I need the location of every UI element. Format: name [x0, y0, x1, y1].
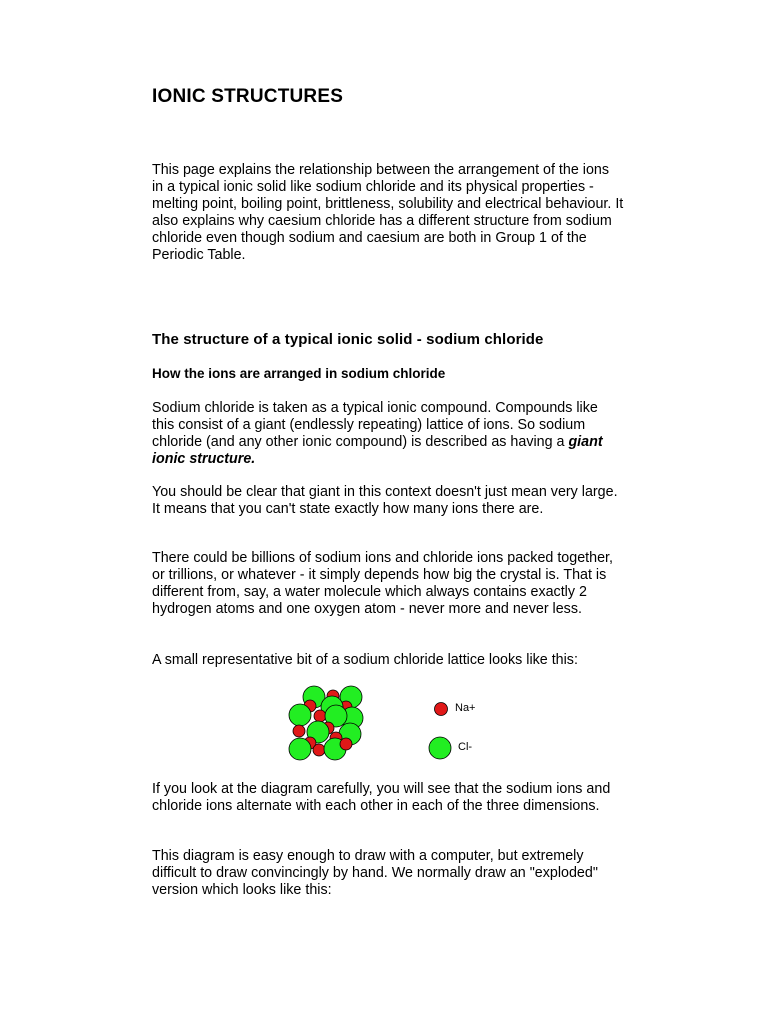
- sodium-ion: [340, 738, 352, 750]
- paragraph-giant-lattice: [152, 400, 624, 468]
- chloride-ion: [289, 704, 311, 726]
- nacl-lattice-diagram: [280, 680, 500, 770]
- emphasis-giant-ionic-structure: giant ionic structure.: [152, 434, 603, 467]
- chloride-ion: [289, 738, 311, 760]
- paragraph-billions-of-ions: There could be billions of sodium ions and chloride ions packed together, or trillions, or whatever - it simply depends how big the crystal is. That is different from, say, a water molecule which always contains exactly 2 hydrogen atoms and one oxygen atom - never more and never less.: [152, 550, 613, 617]
- paragraph-exploded-version: This diagram is easy enough to draw with a computer, but extremely difficult to draw convincingly by hand. We normally draw an "exploded" version which looks like this:: [152, 848, 598, 898]
- sodium-legend-label: Na+: [455, 702, 476, 714]
- paragraph-giant-meaning: You should be clear that giant in this context doesn't just mean very large. It means that you can't state exactly how many ions there are.: [152, 484, 618, 517]
- chloride-legend-label: Cl-: [458, 741, 473, 753]
- paragraph-lattice-intro: A small representative bit of a sodium chloride lattice looks like this:: [152, 652, 578, 668]
- page-title: IONIC STRUCTURES: [152, 86, 344, 107]
- sodium-ion: [293, 725, 305, 737]
- sodium-legend-swatch: [435, 703, 448, 716]
- paragraph-alternate-ions: If you look at the diagram carefully, you will see that the sodium ions and chloride ions alternate with each other in each of the three dimensions.: [152, 781, 611, 814]
- nacl-lattice-svg: [280, 680, 500, 770]
- subheading: How the ions are arranged in sodium chloride: [152, 366, 446, 381]
- chloride-legend-swatch: [429, 737, 451, 759]
- sodium-ion: [313, 744, 325, 756]
- paragraph-text: Sodium chloride is taken as a typical ionic compound. Compounds like this consist of a giant (endlessly repeating) lattice of ions. So sodium chloride (and any other ionic compound) is described as having a: [152, 400, 598, 450]
- section-heading: The structure of a typical ionic solid - sodium chloride: [152, 331, 544, 348]
- intro-paragraph: This page explains the relationship between the arrangement of the ions in a typical ionic solid like sodium chloride and its physical properties - melting point, boiling point, brittleness, solubility and electrical behaviour. It also explains why caesium chloride has a different structure from sodium chloride even though sodium and caesium are both in Group 1 of the Periodic Table.: [152, 162, 624, 263]
- sodium-ion: [314, 710, 326, 722]
